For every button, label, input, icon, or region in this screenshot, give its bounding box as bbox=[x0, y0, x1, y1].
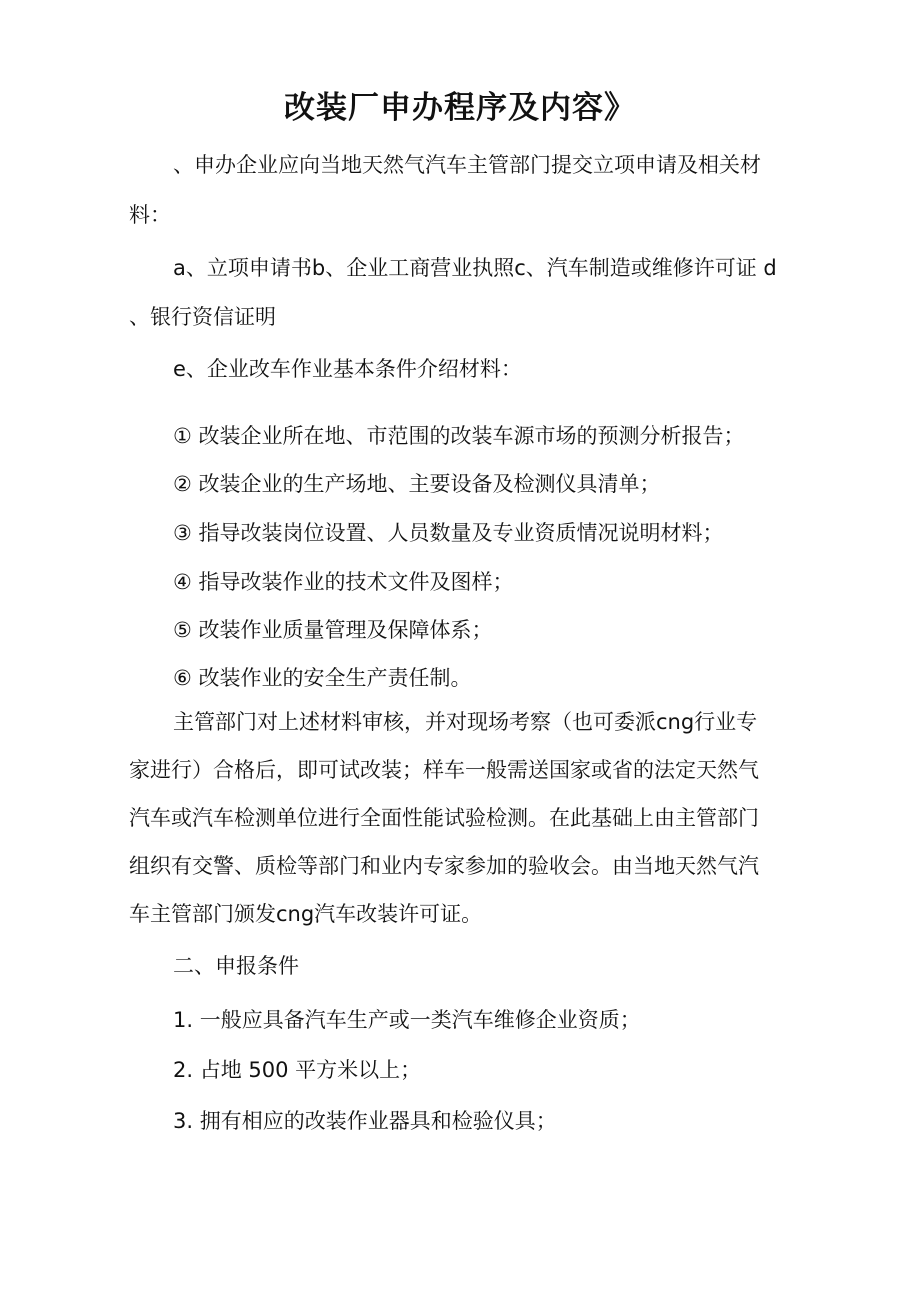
condition-item: 1. 一般应具备汽车生产或一类汽车维修企业资质； bbox=[173, 1008, 641, 1032]
paragraph-line: a、立项申请书b、企业工商营业执照c、汽车制造或维修许可证 d bbox=[173, 256, 777, 280]
paragraph-line: 汽车或汽车检测单位进行全面性能试验检测。在此基础上由主管部门 bbox=[129, 806, 759, 830]
list-item: ⑥ 改装作业的安全生产责任制。 bbox=[173, 666, 472, 690]
paragraph-line: 家进行）合格后，即可试改装；样车一般需送国家或省的法定天然气 bbox=[129, 758, 759, 782]
condition-item: 3. 拥有相应的改装作业器具和检验仪具； bbox=[173, 1109, 557, 1133]
section-heading: 二、申报条件 bbox=[173, 954, 299, 978]
list-item: ① 改装企业所在地、市范围的改装车源市场的预测分析报告； bbox=[173, 424, 745, 448]
list-item: ⑤ 改装作业质量管理及保障体系； bbox=[173, 618, 493, 642]
paragraph-line: 、银行资信证明 bbox=[129, 305, 276, 329]
paragraph-line: e、企业改车作业基本条件介绍材料： bbox=[173, 357, 522, 381]
document-title: 改装厂申办程序及内容》 bbox=[284, 90, 636, 126]
paragraph-line: 车主管部门颁发cng汽车改装许可证。 bbox=[129, 902, 483, 926]
condition-item: 2. 占地 500 平方米以上； bbox=[173, 1058, 422, 1082]
list-item: ② 改装企业的生产场地、主要设备及检测仪具清单； bbox=[173, 472, 661, 496]
paragraph-line: 料： bbox=[129, 203, 171, 227]
list-item: ③ 指导改装岗位设置、人员数量及专业资质情况说明材料； bbox=[173, 521, 724, 545]
list-item: ④ 指导改装作业的技术文件及图样； bbox=[173, 570, 514, 594]
paragraph-line: 、申办企业应向当地天然气汽车主管部门提交立项申请及相关材 bbox=[173, 153, 761, 177]
paragraph-line: 组织有交警、质检等部门和业内专家参加的验收会。由当地天然气汽 bbox=[129, 854, 759, 878]
paragraph-line: 主管部门对上述材料审核，并对现场考察（也可委派cng行业专 bbox=[173, 710, 758, 734]
